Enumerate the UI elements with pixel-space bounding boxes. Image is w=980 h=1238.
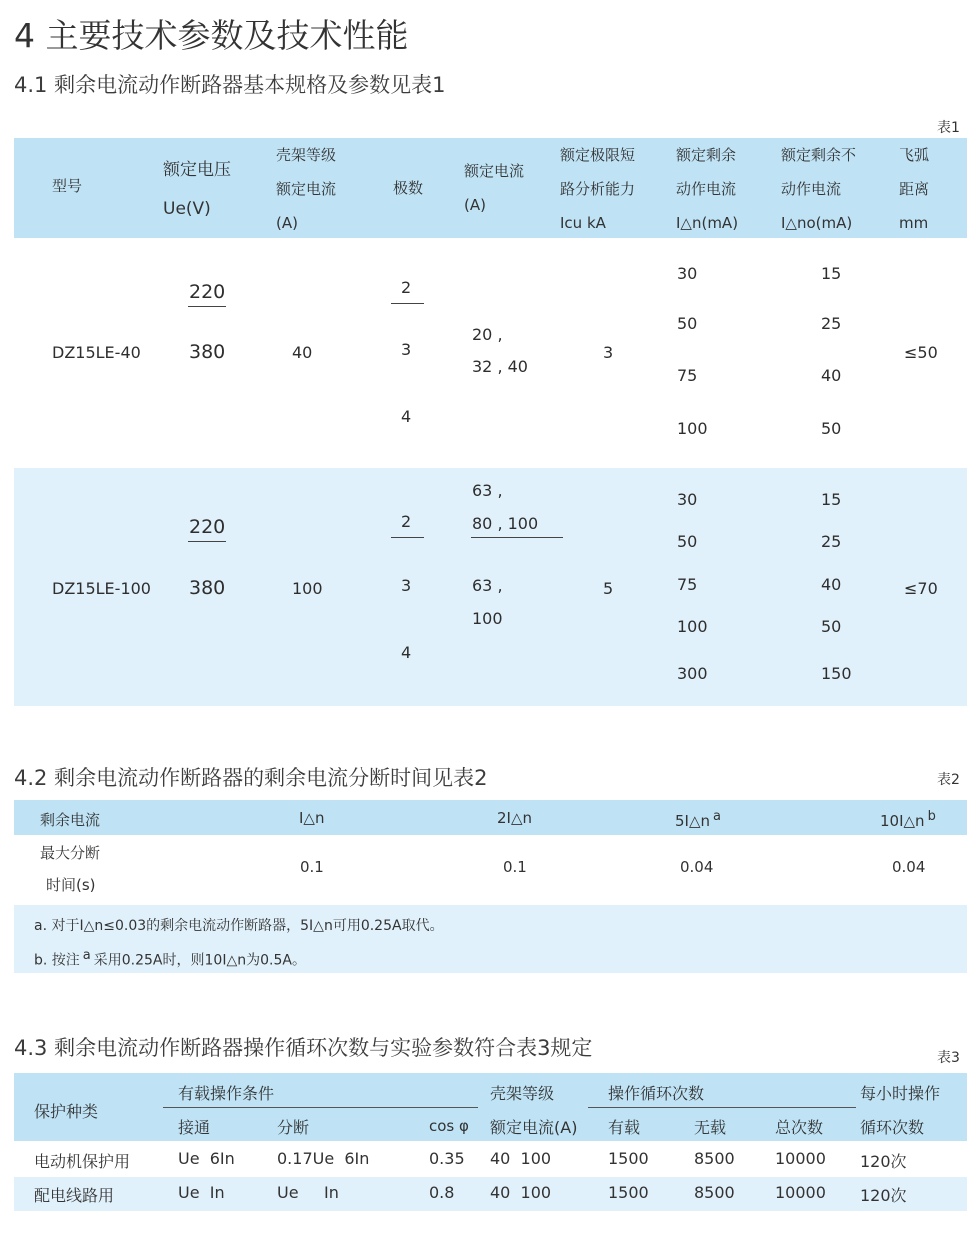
th-icu-2: 路分析能力 [560, 180, 636, 198]
row2-poles-3: 3 [401, 576, 412, 595]
t3-r2-unloaded: 8500 [694, 1183, 735, 1202]
t3-r1-off: 0.17Ue 6In [277, 1149, 370, 1168]
t3-th-off: 分断 [277, 1118, 310, 1137]
row2-current-underline [471, 537, 563, 538]
section-4-1-title: 4.1 剩余电流动作断路器基本规格及参数见表1 [14, 73, 446, 97]
t2-th-label: 剩余电流 [40, 811, 101, 829]
t3-th-hourly-2: 循环次数 [860, 1118, 925, 1137]
row2-arc: ≤70 [904, 579, 938, 598]
t3-r2-frame: 40 100 [490, 1183, 552, 1202]
note-b [34, 948, 306, 970]
row2-poles-2: 2 [401, 512, 412, 531]
row1-iono-4: 50 [821, 419, 842, 438]
row1-poles-3: 3 [401, 340, 412, 359]
t3-r2-off: Ue In [277, 1183, 339, 1202]
th-arc-1: 飞弧 [899, 146, 930, 164]
row1-poles-2: 2 [401, 278, 412, 297]
t2-row-label-2: 时间(s) [46, 876, 96, 894]
note-a: a. 对于I△n≤0.03的剩余电流动作断路器，5I△n可用0.25A取代。 [34, 918, 444, 934]
row2-iono-4: 50 [821, 617, 842, 636]
t3-th-cos: cos φ [429, 1117, 469, 1135]
t2-th-4-sup: b [927, 809, 936, 824]
t3-load-cond-rule [163, 1107, 478, 1108]
t2-val-4: 0.04 [892, 858, 926, 876]
t3-th-total: 总次数 [775, 1118, 824, 1137]
t3-th-hourly-1: 每小时操作 [860, 1084, 941, 1103]
t3-r2-type: 配电线路用 [34, 1186, 115, 1205]
row2-current-1: 63 , [472, 481, 503, 500]
row1-poles-4: 4 [401, 407, 412, 426]
section-4-3-title: 4.3 剩余电流动作断路器操作循环次数与实验参数符合表3规定 [14, 1036, 593, 1060]
th-current-2: (A) [464, 196, 486, 214]
row1-current-1: 20 , [472, 325, 503, 344]
t3-th-frame-2: 额定电流(A) [490, 1118, 578, 1137]
t3-th-frame-1: 壳架等级 [490, 1084, 555, 1103]
table-2-header [14, 800, 967, 835]
row1-ion-1: 30 [677, 264, 698, 283]
th-ion-1: 额定剩余 [676, 146, 737, 164]
row1-voltage-underline [188, 306, 226, 307]
row2-model: DZ15LE-100 [52, 579, 151, 598]
th-arc-3: mm [899, 214, 929, 232]
row1-model: DZ15LE-40 [52, 343, 141, 362]
t3-r2-loaded: 1500 [608, 1183, 649, 1202]
t3-th-unloaded: 无载 [694, 1118, 727, 1137]
th-current-1: 额定电流 [464, 162, 525, 180]
row1-icu: 3 [603, 343, 614, 362]
row1-iono-2: 25 [821, 314, 842, 333]
row1-iono-3: 40 [821, 366, 842, 385]
t2-val-1: 0.1 [300, 858, 324, 876]
table-2-row [14, 835, 967, 905]
row2-icu: 5 [603, 579, 614, 598]
t3-cycles-rule [588, 1107, 856, 1108]
row2-iono-3: 40 [821, 575, 842, 594]
row2-current-3: 63 , [472, 576, 503, 595]
t2-row-label-1: 最大分断 [40, 844, 101, 862]
row2-iono-2: 25 [821, 532, 842, 551]
t3-th-loaded: 有载 [608, 1118, 641, 1137]
row1-ion-3: 75 [677, 366, 698, 385]
section-4-2-title: 4.2 剩余电流动作断路器的剩余电流分断时间见表2 [14, 766, 488, 790]
t2-val-2: 0.1 [503, 858, 527, 876]
row2-iono-1: 15 [821, 490, 842, 509]
th-voltage-1: 额定电压 [163, 160, 231, 180]
t3-r1-total: 10000 [775, 1149, 826, 1168]
note-b-pre: b. 按注 [34, 952, 80, 969]
th-frame-1: 壳架等级 [276, 146, 337, 164]
t3-th-load-cond: 有载操作条件 [178, 1084, 275, 1103]
t3-th-type: 保护种类 [34, 1102, 99, 1121]
th-ion-3: I△n(mA) [676, 214, 739, 232]
th-model: 型号 [52, 177, 83, 195]
t2-th-3-text: 5I△n [675, 812, 711, 830]
th-arc-2: 距离 [899, 180, 930, 198]
row2-frame: 100 [292, 579, 323, 598]
table-3-tag: 表3 [937, 1050, 960, 1066]
th-icu-3: Icu kA [560, 214, 606, 232]
t3-r1-on: Ue 6In [178, 1149, 235, 1168]
t3-r1-frame: 40 100 [490, 1149, 552, 1168]
row2-poles-underline [391, 537, 424, 538]
row2-current-4: 100 [472, 609, 503, 628]
row2-voltage-underline [188, 541, 226, 542]
row2-iono-5: 150 [821, 664, 852, 683]
t2-th-2: 2I△n [497, 809, 533, 827]
t3-r1-hourly: 120次 [860, 1152, 907, 1171]
row2-ion-1: 30 [677, 490, 698, 509]
row2-ion-4: 100 [677, 617, 708, 636]
row2-ion-2: 50 [677, 532, 698, 551]
t2-th-3-sup: a [713, 809, 721, 824]
row1-current-2: 32 , 40 [472, 357, 528, 376]
t2-th-4-text: 10I△n [880, 812, 925, 830]
t3-r1-cos: 0.35 [429, 1149, 465, 1168]
row2-voltage-380: 380 [189, 577, 226, 599]
row2-current-2: 80 , 100 [472, 514, 539, 533]
page-title: 4 主要技术参数及技术性能 [14, 16, 409, 55]
note-b-sup: a [82, 948, 91, 963]
t3-r2-hourly: 120次 [860, 1186, 907, 1205]
th-voltage-2: Ue(V) [163, 199, 211, 219]
row2-ion-5: 300 [677, 664, 708, 683]
row1-voltage-380: 380 [189, 341, 226, 363]
table-2-tag: 表2 [937, 772, 960, 788]
t2-val-3: 0.04 [680, 858, 714, 876]
t3-th-on: 接通 [178, 1118, 211, 1137]
t3-r2-cos: 0.8 [429, 1183, 455, 1202]
th-iono-1: 额定剩余不 [781, 146, 857, 164]
row1-arc: ≤50 [904, 343, 938, 362]
row1-iono-1: 15 [821, 264, 842, 283]
t3-r2-on: Ue In [178, 1183, 225, 1202]
note-b-post: 采用0.25A时，则10I△n为0.5A。 [93, 952, 306, 969]
th-iono-3: I△no(mA) [781, 214, 853, 232]
t3-r1-unloaded: 8500 [694, 1149, 735, 1168]
table-1-tag: 表1 [937, 120, 960, 136]
row2-ion-3: 75 [677, 575, 698, 594]
t3-r1-type: 电动机保护用 [34, 1152, 131, 1171]
t3-r1-loaded: 1500 [608, 1149, 649, 1168]
th-poles: 极数 [393, 179, 424, 197]
row1-ion-2: 50 [677, 314, 698, 333]
th-frame-3: (A) [276, 214, 298, 232]
row1-ion-4: 100 [677, 419, 708, 438]
th-ion-2: 动作电流 [676, 180, 737, 198]
th-icu-1: 额定极限短 [560, 146, 636, 164]
t2-th-3 [675, 809, 721, 830]
row1-voltage-220: 220 [189, 281, 226, 303]
row2-poles-4: 4 [401, 643, 412, 662]
t3-th-cycles: 操作循环次数 [608, 1084, 705, 1103]
row2-voltage-220: 220 [189, 516, 226, 538]
row1-frame: 40 [292, 343, 313, 362]
t2-th-4 [880, 809, 936, 830]
row1-poles-underline [391, 303, 424, 304]
th-iono-2: 动作电流 [781, 180, 842, 198]
t2-th-1: I△n [299, 809, 325, 827]
th-frame-2: 额定电流 [276, 180, 337, 198]
t3-r2-total: 10000 [775, 1183, 826, 1202]
